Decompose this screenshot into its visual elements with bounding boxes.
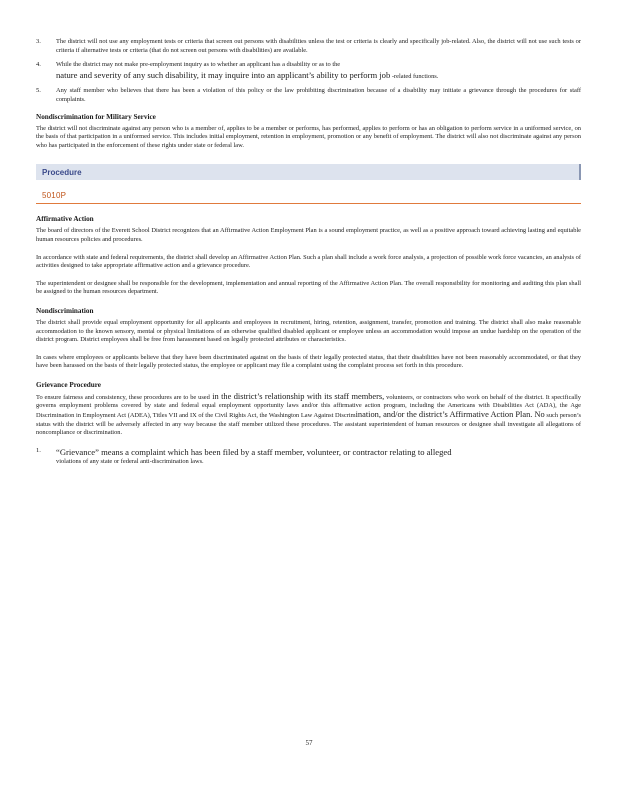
policy-code-row — [36, 185, 581, 204]
paragraph-part: volunteers, or contractors who work on behalf of the district. It specifically governs employment problems covered by state and federal equal employment opportunity laws and/or this affirmative action program, including the Americans with Disabilities Act (ADA), the Age Discrimination in Employment Act (ADEA), Titles VII and IX of the Civil Rights Act, the Washington Law Against Discrim — [36, 393, 581, 420]
list-text-part: nature and severity of any such disability, it may inquire into an applicant’s ability to perform job — [56, 69, 391, 80]
paragraph-part: ination, and/or the district’s Affirmative Action Plan. No — [355, 410, 545, 420]
page-content — [36, 38, 581, 473]
list-text — [56, 61, 581, 81]
paragraph: The superintendent or designee shall be responsible for the development, implementation and annual reporting of the Affirmative Action Plan. The overall responsibility for monitoring and auditing this plan shall be assigned to the human resources department. — [36, 279, 581, 296]
list-text-part: -related functions. — [391, 72, 439, 80]
paragraph: The district shall provide equal employment opportunity for all applicants and employees in recruitment, hiring, retention, assignment, transfer, promotion and training. The district shall also make reasonable accommodation to the known sensory, mental or physical limitations of an otherwise qualified disabled applicant or employee unless an accommodation would impose an undue hardship on the operation of the district program. District employees shall be free from harassment based on legally protected attributes or characteristics. — [36, 318, 581, 344]
paragraph-part: To ensure fairness and consistency, these procedures are to be used — [36, 393, 210, 401]
list-item — [36, 447, 581, 467]
list-text-part: “Grievance” means a complaint which has been filed by a staff member, volunteer, or contractor relating to alleged — [56, 446, 452, 457]
list-number: 4. — [36, 61, 41, 69]
list-item — [36, 87, 581, 104]
paragraph: In accordance with state and federal requirements, the district shall develop an Affirmative Action Plan. Such a plan shall include a work force analysis, a projection of possible work force vacancies, an analysis of activities designed to take appropriate affirmative action and a grievance procedure. — [36, 253, 581, 270]
paragraph-part: such person’s status with the district will be adversely affected in any way because the staff member utilized these procedures. The assistant superintendent of human resources or designee shall investigate all allegations of noncompliance or discrimination. — [36, 412, 581, 437]
list-text: The district will not use any employment tests or criteria that screen out persons with disabilities unless the test or criteria is clearly and specifically job-related. Also, the district will not use such tests or criteria if alternative tests or criteria (that do not screen out persons with disabilities) are available. — [56, 38, 581, 54]
paragraph: The board of directors of the Everett School District recognizes that an Affirmative Action Employment Plan is a sound employment practice, as well as a positive approach toward achieving lasting and equitable human resources policies and procedures. — [36, 227, 581, 243]
paragraph-part: in the district’s relationship with its staff members, — [209, 391, 385, 401]
list-text: Any staff member who believes that there has been a violation of this policy or the law prohibiting discrimination because of a disability may initiate a grievance through the procedures for staff complaints. — [56, 87, 581, 103]
paragraph: In cases where employees or applicants believe that they have been discriminated against on the basis of their legally protected status, that their disabilities have not been reasonably accommodated, or that they have been harassed on the basis of their legally protected status, the employee or applicant may file a complaint using the complaint process set forth in this procedure. — [36, 353, 581, 370]
section-heading: Nondiscrimination — [36, 306, 94, 315]
section-heading: Grievance Procedure — [36, 380, 101, 389]
paragraph — [36, 393, 581, 438]
section-heading: Affirmative Action — [36, 215, 94, 224]
list-text-part: While the district may not make pre-employment inquiry as to whether an applicant has a disability or as to the — [56, 61, 341, 69]
list-text-part: violations of any state or federal anti-discrimination laws. — [56, 458, 204, 466]
list-item — [36, 61, 581, 81]
procedure-banner — [36, 164, 581, 180]
page-number: 57 — [305, 739, 313, 747]
procedure-label: Procedure — [42, 167, 82, 177]
list-number: 1. — [36, 446, 41, 454]
section-heading: Nondiscrimination for Military Service — [36, 112, 156, 121]
list-item — [36, 38, 581, 55]
policy-code: 5010P — [42, 191, 67, 201]
paragraph: The district will not discriminate against any person who is a member of, applies to be a member or performs, has performed, applies to perform or has an obligation to perform service in a uniformed service, on the basis of that participation in a uniformed service. This includes initial employment, retention in employment, promotion or any benefit of employment. The district will also not discriminate against any person who has participated in the enforcement of these rights under state or federal law. — [36, 124, 581, 149]
list-number: 5. — [36, 87, 41, 95]
list-text — [56, 447, 581, 467]
list-number: 3. — [36, 38, 41, 45]
